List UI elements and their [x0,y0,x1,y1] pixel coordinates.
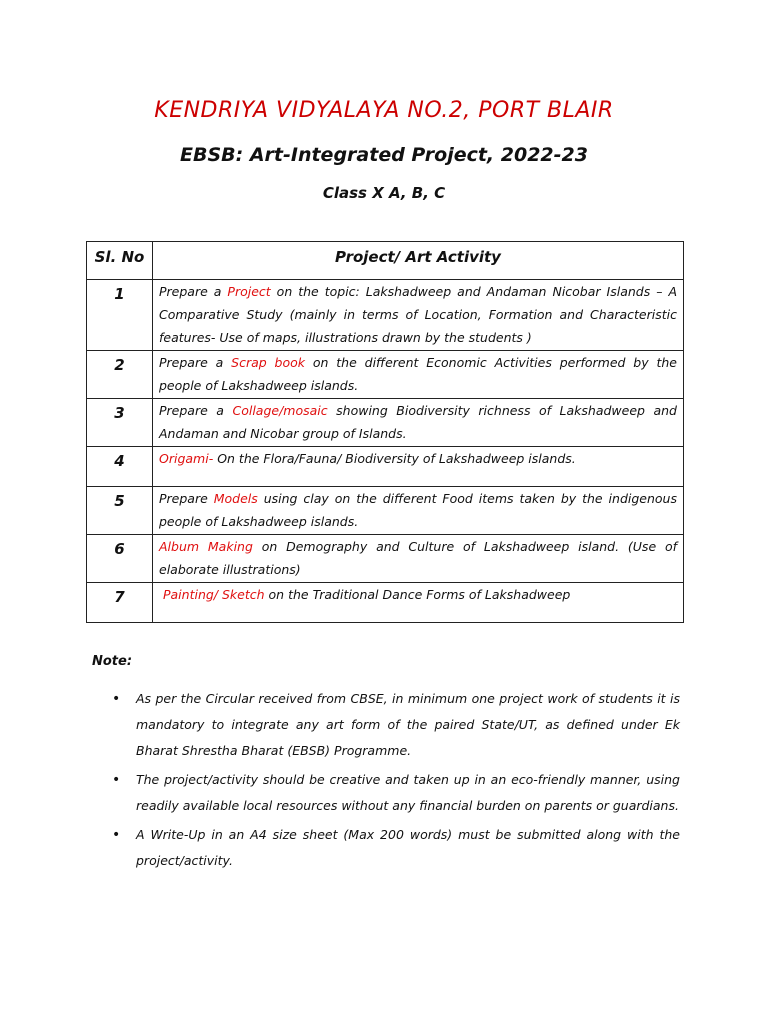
page-title: KENDRIYA VIDYALAYA NO.2, PORT BLAIR [154,98,614,123]
activity-text: showing Biodiversity richness of Lakshadweep and Andaman and Nicobar group of Islands. [159,403,677,441]
row-activity [153,280,684,351]
activity-text: on the topic: Lakshadweep and Andaman Nicobar Islands – A Comparative Study (mainly in terms of Location, Formation and Characteristic features- Use of maps, illustrations drawn by the students ) [159,284,677,345]
list-item [106,767,680,819]
table-row [87,399,684,447]
row-activity [153,583,684,623]
activity-text: using clay on the different Food items taken by the indigenous people of Lakshadweep islands. [159,491,677,529]
activity-highlight: Scrap book [231,355,306,370]
activity-text: on Demography and Culture of Lakshadweep island. (Use of elaborate illustrations) [159,539,677,577]
list-item [106,686,680,764]
activity-text: on the different Economic Activities performed by the people of Lakshadweep islands. [159,355,678,393]
activity-highlight: Painting/ Sketch [162,587,265,602]
row-activity [153,447,684,487]
header-activity: Project/ Art Activity [153,242,684,280]
activity-highlight: Album Making [159,539,253,554]
table-row [87,351,684,399]
row-number: 7 [87,583,153,623]
activity-highlight: Origami- [159,451,214,466]
row-activity [153,351,684,399]
row-activity [153,399,684,447]
table-row [87,535,684,583]
note-text: The project/activity should be creative and taken up in an eco-friendly manner, using readily available local resources without any financial burden on parents or guardians. [136,772,680,813]
note-text: As per the Circular received from CBSE, in minimum one project work of students it is mandatory to integrate any art form of the paired State/UT, as defined under Ek Bharat Shrestha Bharat (EBSB) Programme. [136,691,680,758]
row-number: 1 [87,280,153,351]
activity-text: On the Flora/Fauna/ Biodiversity of Lakshadweep islands. [213,451,576,466]
row-number: 6 [87,535,153,583]
row-activity [153,487,684,535]
note-text: A Write-Up in an A4 size sheet (Max 200 words) must be submitted along with the project/activity. [136,827,680,868]
header-sl-no: Sl. No [87,242,153,280]
activity-text: on the Traditional Dance Forms of Lakshadweep [264,587,571,602]
table-row [87,583,684,623]
activity-text: Prepare a [159,284,228,299]
activity-highlight: Models [213,491,258,506]
page-subtitle: EBSB: Art-Integrated Project, 2022-23 [180,144,588,166]
activity-text: Prepare a [159,355,232,370]
row-number: 5 [87,487,153,535]
table-row [87,447,684,487]
activity-highlight: Collage/mosaic [232,403,328,418]
bullet-icon: • [112,827,121,843]
bullet-icon: • [112,691,121,707]
table-row [87,487,684,535]
table-row [87,280,684,351]
row-activity [153,535,684,583]
project-table [86,241,684,623]
row-number: 2 [87,351,153,399]
activity-text: Prepare [159,491,214,506]
table-header-row [87,242,684,280]
note-heading: Note: [92,654,133,669]
row-number: 4 [87,447,153,487]
class-line: Class X A, B, C [322,184,446,202]
bullet-icon: • [112,772,121,788]
notes-list [106,686,680,877]
activity-highlight: Project [227,284,271,299]
activity-text: Prepare a [159,403,233,418]
list-item [106,822,680,874]
row-number: 3 [87,399,153,447]
